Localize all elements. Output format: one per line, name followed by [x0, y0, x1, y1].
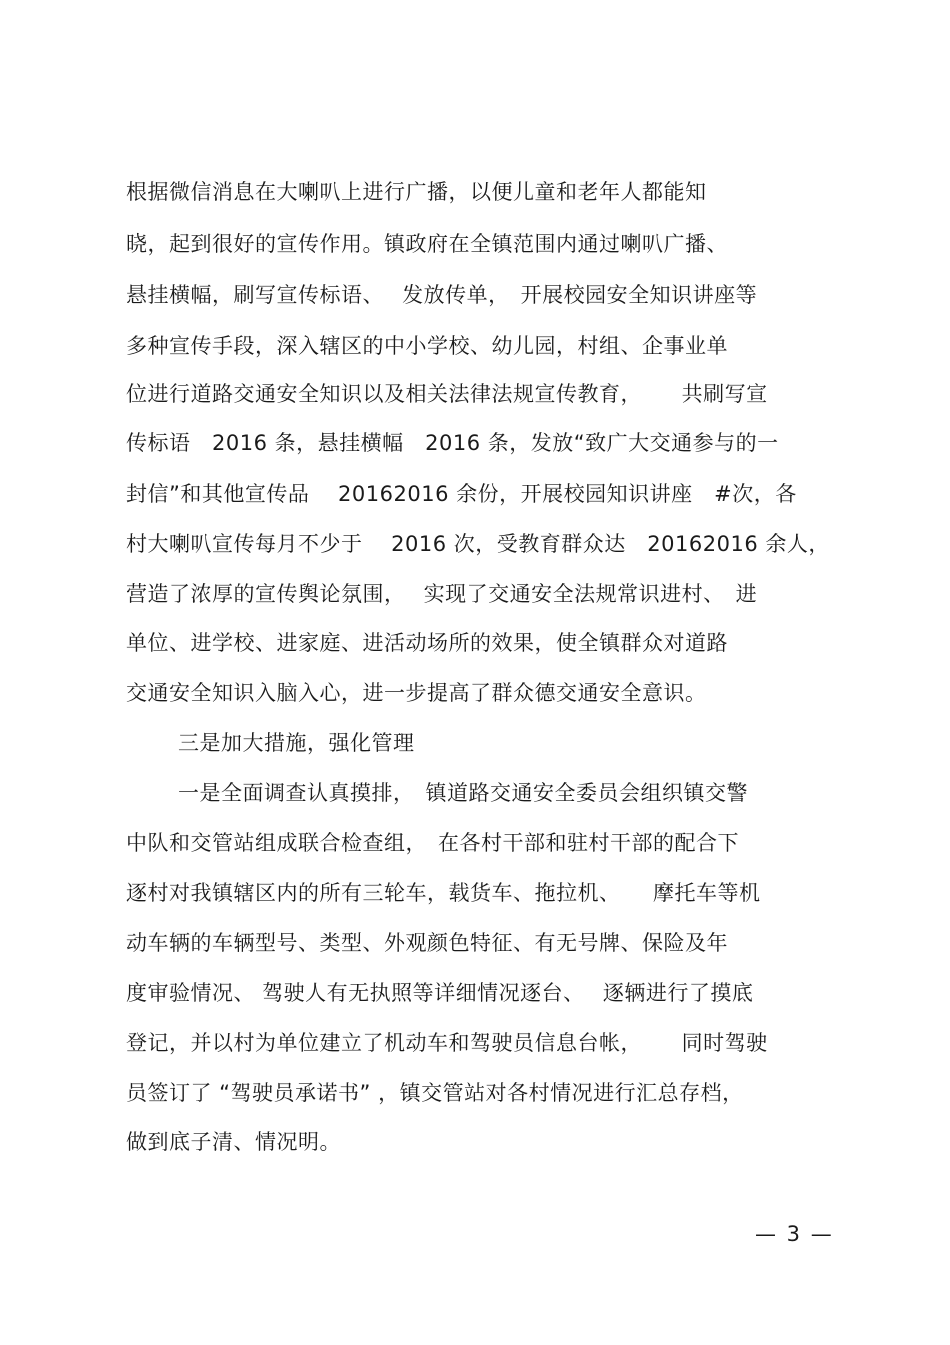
body-text-line: 逐村对我镇辖区内的所有三轮车，载货车、拖拉机、 摩托车等机 [126, 881, 761, 905]
body-text-line: 悬挂横幅，刷写宣传标语、 发放传单， 开展校园安全知识讲座等 [126, 283, 758, 307]
body-text-line: 位进行道路交通安全知识以及相关法律法规宣传教育， 共刷写宣 [126, 382, 768, 406]
body-text-line: 登记，并以村为单位建立了机动车和驾驶员信息台帐， 同时驾驶 [126, 1031, 768, 1055]
body-text-line: 中队和交管站组成联合检查组， 在各村干部和驻村干部的配合下 [126, 831, 739, 855]
body-text-line: 度审验情况、 驾驶人有无执照等详细情况逐台、 逐辆进行了摸底 [126, 981, 754, 1005]
body-text-line: 做到底子清、情况明。 [126, 1130, 341, 1154]
body-text-line: 村大喇叭宣传每月不少于 2016 次，受教育群众达 20162016 余人， [126, 532, 830, 556]
body-text-line: 传标语 2016 条，悬挂横幅 2016 条，发放“致广大交通参与的一 [126, 431, 779, 455]
section-heading: 三是加大措施，强化管理 [178, 731, 415, 755]
body-text-line: 单位、进学校、进家庭、进活动场所的效果，使全镇群众对道路 [126, 631, 728, 655]
body-text-line: 一是全面调查认真摸排， 镇道路交通安全委员会组织镇交警 [178, 781, 748, 805]
body-text-line: 根据微信消息在大喇叭上进行广播，以便儿童和老年人都能知 [126, 180, 707, 204]
body-text-line: 晓，起到很好的宣传作用。镇政府在全镇范围内通过喇叭广播、 [126, 232, 728, 256]
body-text-line: 交通安全知识入脑入心，进一步提高了群众德交通安全意识。 [126, 681, 707, 705]
body-text-line: 封信”和其他宣传品 20162016 余份，开展校园知识讲座 #次，各 [126, 482, 797, 506]
body-text-line: 营造了浓厚的宣传舆论氛围， 实现了交通安全法规常识进村、 进 [126, 582, 758, 606]
body-text-line: 多种宣传手段，深入辖区的中小学校、幼儿园，村组、企事业单 [126, 334, 728, 358]
body-text-line: 员签订了 “驾驶员承诺书” ，镇交管站对各村情况进行汇总存档， [126, 1081, 744, 1105]
body-text-line: 动车辆的车辆型号、类型、外观颜色特征、有无号牌、保险及年 [126, 931, 728, 955]
page-number: — 3 — [755, 1222, 834, 1246]
